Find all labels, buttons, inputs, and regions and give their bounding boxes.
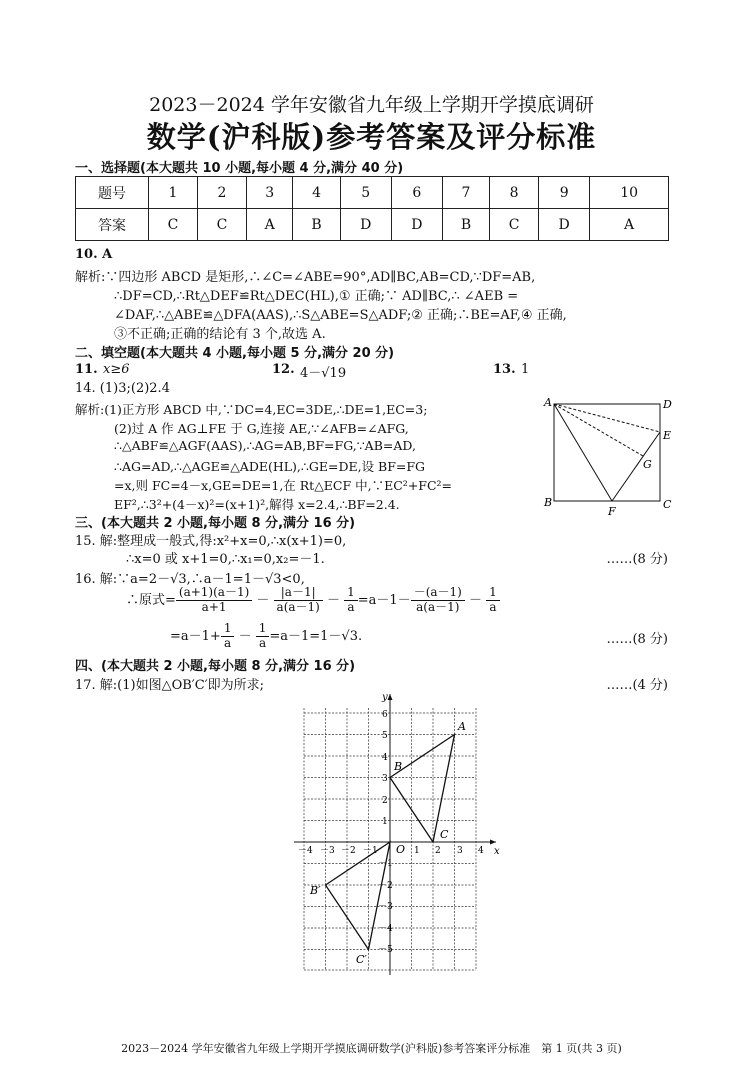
x-tick: 3 (457, 846, 463, 856)
table-cell: 8 (490, 177, 539, 209)
section2-heading: 二、填空题(本大题共 4 小题,每小题 5 分,满分 20 分) (75, 346, 395, 361)
table-cell: 3 (246, 177, 293, 209)
y-tick-labels (378, 710, 393, 955)
label-g: G (643, 458, 652, 471)
exam-title: 2023－2024 学年安徽省九年级上学期开学摸底调研 (149, 94, 594, 116)
answer-table (75, 176, 669, 241)
denominator: a (258, 635, 267, 650)
q14-line: EF²,∴3²+(4－x)²=(x+1)²,解得 x=2.4,∴BF=2.4. (114, 497, 400, 512)
q16-line3a: =a－1+ (170, 628, 221, 644)
y-tick: 2 (382, 796, 388, 806)
x-tick-labels (298, 846, 484, 856)
table-cell: C (197, 209, 246, 241)
q16-expression: ∴原式= $\frac{(a+1)(a-1)}{a+1}$ － $\frac{|a-1|}{a(a-1)}$ － $\frac{1}{a}$ =a－1－ $\frac{-(a-1)}{a(a-1)}$ － $\frac{1}{a}$ (126, 586, 500, 615)
y-tick: 5 (382, 731, 388, 741)
q13-answer: 1 (521, 362, 530, 377)
y-tick: 1 (382, 817, 388, 827)
fraction (344, 586, 358, 615)
table-cell: 7 (442, 177, 489, 209)
triangle-abc (390, 735, 455, 843)
x-tick: －2 (341, 846, 356, 856)
coordinate-grid (290, 690, 510, 980)
y-tick: －1 (378, 859, 393, 869)
label-b: B (544, 496, 553, 509)
q16-mid: =a－1－ (357, 592, 411, 608)
numerator: 1 (256, 622, 270, 637)
numerator: 1 (221, 622, 235, 637)
page-footer: 2023－2024 学年安徽省九年级上学期开学摸底调研数学(沪科版)参考答案评分标准 第 1 页(共 3 页) (121, 1042, 622, 1055)
y-tick: －3 (378, 902, 393, 912)
q16-prefix: ∴原式= (126, 592, 176, 608)
label-point-b-prime: B′ (310, 884, 321, 897)
q11-number: 11. (75, 362, 98, 377)
q16-line: 16. 解:∵a=2－√3,∴a－1=1－√3<0, (75, 572, 305, 587)
numerator: 1 (344, 586, 358, 601)
q11-answer: x≥6 (103, 362, 130, 377)
table-cell: B (442, 209, 489, 241)
table-cell: 6 (391, 177, 442, 209)
table-cell: A (590, 209, 669, 241)
y-axis-arrow (388, 694, 393, 700)
label-a: A (544, 396, 552, 409)
q10-line: ∠DAF,∴△ABE≌△DFA(AAS),∴S△ABE=S△ADF;② 正确;∴BE=AF,④ 正确, (114, 308, 567, 323)
q12-number: 12. (272, 362, 295, 377)
label-point-c: C (440, 828, 449, 841)
y-tick: 3 (382, 774, 388, 784)
x-tick: －4 (298, 846, 313, 856)
fraction (221, 622, 235, 651)
fraction (274, 586, 323, 615)
q14-line: =x,则 FC=4－x,GE=DE=1,在 Rt△ECF 中,∵EC²+FC²= (114, 478, 453, 493)
q16-line3b: =a－1=1－√3. (269, 628, 363, 644)
table-cell: D (539, 209, 590, 241)
denominator: a(a－1) (276, 599, 320, 614)
label-f: F (608, 505, 616, 518)
q15-score: ……(8 分) (606, 552, 668, 567)
y-tick: 4 (382, 753, 388, 763)
q10-answer: 10. A (75, 247, 113, 262)
fraction (486, 586, 500, 615)
numerator: 1 (486, 586, 500, 601)
question-number-row (76, 177, 669, 209)
table-cell: 2 (197, 177, 246, 209)
denominator: a (224, 635, 232, 650)
table-cell: A (246, 209, 293, 241)
fraction (411, 586, 465, 615)
denominator: a+1 (201, 599, 227, 614)
q12-answer: 4－√19 (300, 366, 347, 381)
x-tick: 4 (478, 846, 484, 856)
table-cell: D (391, 209, 442, 241)
q15-line: 15. 解:整理成一般式,得:x²+x=0,∴x(x+1)=0, (75, 534, 347, 549)
label-e: E (663, 429, 672, 442)
label-c: C (663, 498, 672, 511)
row-label: 答案 (76, 209, 149, 241)
fraction (176, 586, 252, 615)
x-axis-label: x (494, 846, 500, 857)
answer-row (76, 209, 669, 241)
q13-number: 13. (493, 362, 516, 377)
table-cell: 5 (340, 177, 391, 209)
q14-line: ∴△ABF≌△AGF(AAS),∴AG=AB,BF=FG,∵AB=AD, (114, 438, 416, 453)
square-abcd (554, 404, 660, 501)
y-tick: 6 (382, 710, 388, 720)
q14-line: (2)过 A 作 AG⊥FE 于 G,连接 AE,∵∠AFB=∠AFG, (114, 421, 409, 436)
label-point-a: A (458, 720, 466, 733)
table-cell: 4 (293, 177, 340, 209)
table-cell: C (149, 209, 198, 241)
q14-line: ∴AG=AD,∴△AGE≌△ADE(HL),∴GE=DE,设 BF=FG (114, 459, 426, 474)
table-cell: D (340, 209, 391, 241)
q16-expression-2: =a－1+ $\frac{1}{a}$ － $\frac{1}{a}$ =a－1=1－√3. (170, 621, 363, 650)
segment-ae (554, 404, 660, 432)
denominator: a(a－1) (416, 599, 460, 614)
y-axis-label: y (382, 692, 388, 703)
table-cell: C (490, 209, 539, 241)
origin-label: O (396, 843, 406, 856)
table-cell: 1 (149, 177, 198, 209)
section1-heading: 一、选择题(本大题共 10 小题,每小题 4 分,满分 40 分) (75, 161, 404, 176)
q10-line: 解析:∵四边形 ABCD 是矩形,∴∠C=∠ABE=90°,AD∥BC,AB=CD,∵DF=AB, (75, 270, 536, 285)
segment-af (554, 404, 612, 501)
y-tick: －4 (378, 924, 393, 934)
y-tick: －2 (378, 881, 393, 891)
x-tick: －1 (363, 846, 378, 856)
label-d: D (663, 398, 672, 411)
square-diagram (540, 392, 680, 520)
q10-line: ∴DF=CD,∴Rt△DEF≌Rt△DEC(HL),① 正确;∵ AD∥BC,∴ ∠AEB = (114, 289, 519, 304)
table-cell: B (293, 209, 340, 241)
denominator: a (347, 599, 355, 614)
numerator: |a－1| (274, 586, 323, 601)
section3-heading: 三、(本大题共 2 小题,每小题 8 分,满分 16 分) (75, 516, 356, 531)
numerator: (a+1)(a－1) (176, 586, 252, 601)
label-point-c-prime: C′ (356, 953, 367, 966)
x-tick: 1 (414, 846, 420, 856)
segment-ag (554, 404, 643, 456)
row-label: 题号 (76, 177, 149, 209)
y-tick: －5 (378, 945, 393, 955)
label-point-b: B (394, 760, 403, 773)
q17-line: 17. 解:(1)如图△OB′C′即为所求; (75, 678, 265, 693)
table-cell: 10 (590, 177, 669, 209)
q17-score: ……(4 分) (606, 678, 668, 693)
fraction (256, 622, 270, 651)
q15-line: ∴x=0 或 x+1=0,∴x₁=0,x₂=－1. (126, 552, 325, 567)
x-tick: 2 (435, 846, 441, 856)
q10-line: ③不正确;正确的结论有 3 个,故选 A. (114, 327, 326, 342)
denominator: a (489, 599, 497, 614)
numerator: －(a－1) (411, 586, 465, 601)
x-tick: －3 (320, 846, 335, 856)
table-cell: 9 (539, 177, 590, 209)
q16-score: ……(8 分) (606, 632, 668, 647)
document-title: 数学(沪科版)参考答案及评分标准 (146, 120, 597, 154)
q14-answer: 14. (1)3;(2)2.4 (75, 381, 170, 396)
x-axis-arrow (490, 840, 496, 845)
q14-line: 解析:(1)正方形 ABCD 中,∵DC=4,EC=3DE,∴DE=1,EC=3; (75, 402, 428, 417)
section4-heading: 四、(本大题共 2 小题,每小题 8 分,满分 16 分) (75, 659, 356, 674)
